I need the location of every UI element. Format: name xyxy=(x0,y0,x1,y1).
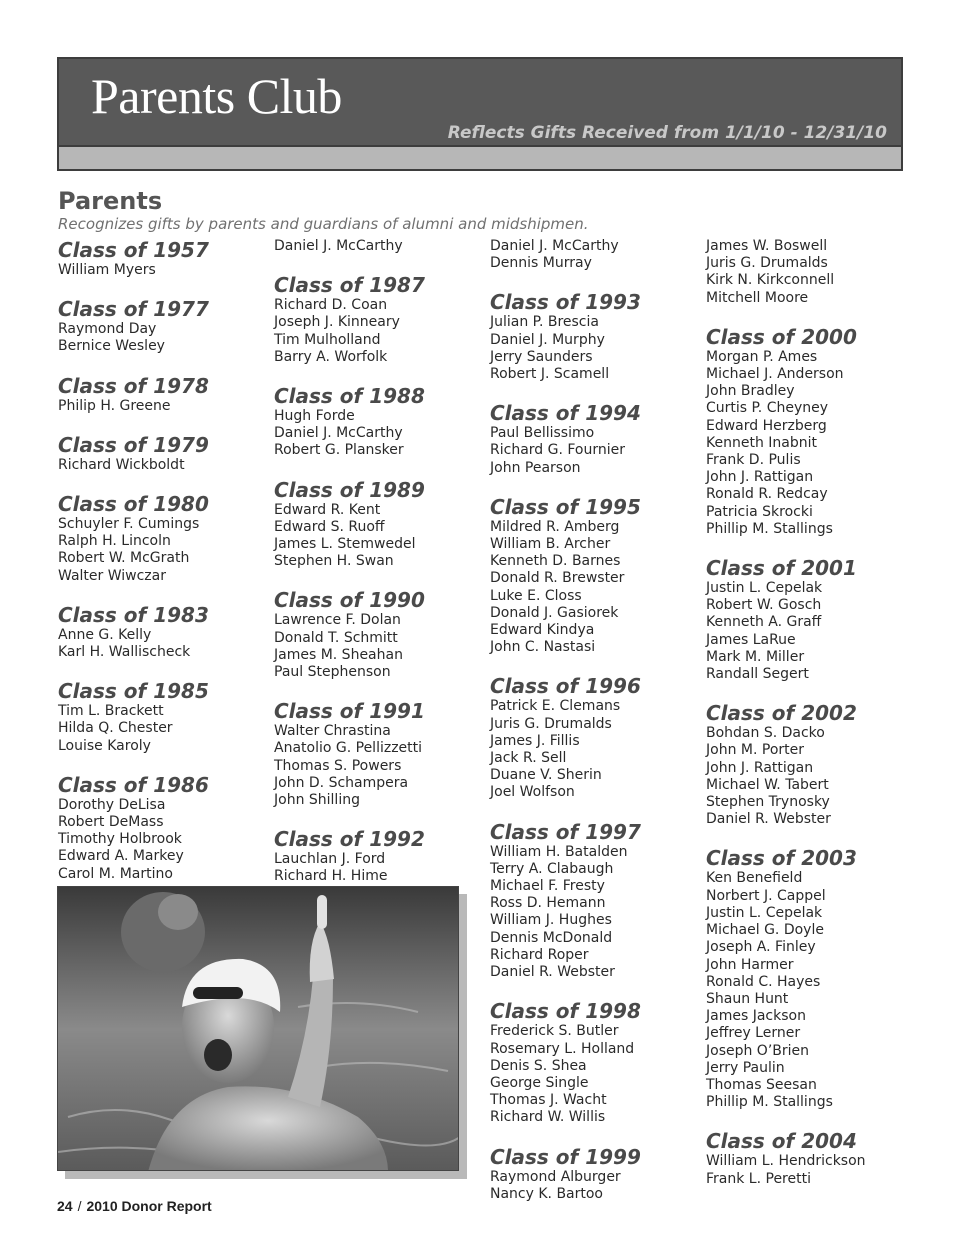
class-heading: Class of 1987 xyxy=(274,273,425,298)
donor-name: Ken Benefield xyxy=(706,870,803,887)
class-group xyxy=(58,433,268,474)
class-heading: Class of 1985 xyxy=(58,679,209,704)
donor-name: Donald J. Gasiorek xyxy=(490,604,619,621)
donor-name: Daniel R. Webster xyxy=(706,811,831,828)
donor-name: Michael F. Fresty xyxy=(490,878,605,895)
class-heading: Class of 1991 xyxy=(274,699,425,724)
donor-name: Juris G. Drumalds xyxy=(490,715,612,732)
donor-name: Ralph H. Lincoln xyxy=(58,533,171,550)
class-group xyxy=(490,820,700,982)
donor-name: Joseph O’Brien xyxy=(706,1042,810,1059)
page-title: Parents Club xyxy=(91,68,342,124)
donor-name: Lauchlan J. Ford xyxy=(274,851,386,868)
donor-name: Patricia Skrocki xyxy=(706,503,813,520)
class-heading: Class of 2001 xyxy=(706,556,857,581)
donor-name: Rosemary L. Holland xyxy=(490,1040,635,1057)
donor-name-list xyxy=(706,349,916,538)
class-group xyxy=(490,674,700,801)
donor-name: Mitchell Moore xyxy=(706,289,809,306)
donor-name: Juris G. Drumalds xyxy=(706,255,828,272)
donor-name: Edward Kindya xyxy=(490,622,595,639)
donor-name: James L. Stemwedel xyxy=(274,536,416,553)
donor-name: Robert J. Scamell xyxy=(490,366,610,383)
donor-name: John D. Schampera xyxy=(274,774,409,791)
class-group xyxy=(274,384,484,460)
section-description: Recognizes gifts by parents and guardians of alumni and midshipmen. xyxy=(58,215,589,233)
donor-name-list xyxy=(706,870,916,1111)
donor-name: Julian P. Brescia xyxy=(490,314,599,331)
donor-name-list xyxy=(490,425,700,477)
donor-name: Robert W. McGrath xyxy=(58,550,190,567)
donor-name: John Bradley xyxy=(706,383,795,400)
donor-name: Mark M. Miller xyxy=(706,648,805,665)
donor-name: Duane V. Sherin xyxy=(490,767,602,784)
donor-name: Luke E. Closs xyxy=(490,587,582,604)
donor-name: Jeffrey Lerner xyxy=(706,1025,801,1042)
donor-name: John J. Rattigan xyxy=(706,469,814,486)
donor-name-list xyxy=(490,1169,700,1203)
report-title: 2010 Donor Report xyxy=(86,1198,212,1214)
donor-name: Joel Wolfson xyxy=(490,784,575,801)
donor-name: Patrick E. Clemans xyxy=(490,698,621,715)
donor-name: Barry A. Worfolk xyxy=(274,348,388,365)
donor-name: Kenneth A. Graff xyxy=(706,614,822,631)
donor-name-list xyxy=(274,297,484,366)
donor-name: Stephen Trynosky xyxy=(706,794,830,811)
donor-name: Frank D. Pulis xyxy=(706,452,801,469)
donor-name: Tim L. Brackett xyxy=(58,703,164,720)
donor-name: Anatolio G. Pellizzetti xyxy=(274,740,423,757)
donor-name: George Single xyxy=(490,1074,589,1091)
class-group xyxy=(58,603,268,661)
donor-name: Carol M. Martino xyxy=(58,865,173,882)
donor-name: Morgan P. Ames xyxy=(706,348,818,365)
donor-name: Ross D. Hemann xyxy=(490,895,606,912)
donor-name: Frank L. Peretti xyxy=(706,1170,811,1187)
donor-name: Ronald R. Redcay xyxy=(706,486,828,503)
donor-name: Bernice Wesley xyxy=(58,338,165,355)
donor-name: Thomas Seesan xyxy=(706,1076,817,1093)
class-group xyxy=(706,556,916,683)
donor-name: Dennis Murray xyxy=(490,255,592,272)
donor-name-list xyxy=(706,1153,916,1187)
class-group xyxy=(58,773,268,883)
donor-column-2 xyxy=(274,238,484,904)
donor-name: Robert G. Plansker xyxy=(274,442,404,459)
donor-name: Richard W. Willis xyxy=(490,1109,606,1126)
class-heading: Class of 1995 xyxy=(490,494,641,519)
class-heading: Class of 1998 xyxy=(490,999,641,1024)
donor-name: John C. Nastasi xyxy=(490,639,596,656)
donor-name: William B. Archer xyxy=(490,536,611,553)
class-heading: Class of 1957 xyxy=(58,238,209,262)
class-heading: Class of 1978 xyxy=(58,373,209,398)
class-group xyxy=(706,325,916,538)
donor-name-list xyxy=(274,723,484,809)
donor-name: Joseph A. Finley xyxy=(706,939,816,956)
donor-name: Anne G. Kelly xyxy=(58,626,152,643)
donor-name: Raymond Day xyxy=(58,321,157,338)
donor-name: Donald R. Brewster xyxy=(490,570,625,587)
donor-name-list xyxy=(58,457,268,474)
donor-name-list xyxy=(490,1023,700,1126)
donor-name: James J. Fillis xyxy=(490,732,580,749)
class-group xyxy=(58,238,268,279)
donor-name: Hilda Q. Chester xyxy=(58,720,173,737)
donor-name: Bohdan S. Dacko xyxy=(706,725,825,742)
donor-name: Kirk N. Kirkconnell xyxy=(706,272,835,289)
class-group xyxy=(490,238,700,272)
donor-name: Daniel J. Murphy xyxy=(490,331,605,348)
donor-name: Edward R. Kent xyxy=(274,501,381,518)
donor-name: Daniel R. Webster xyxy=(490,964,615,981)
class-group xyxy=(58,297,268,355)
donor-name: Raymond Alburger xyxy=(490,1168,621,1185)
class-heading: Class of 2003 xyxy=(706,846,857,871)
donor-name-list xyxy=(706,238,916,307)
donor-name: William H. Batalden xyxy=(490,843,628,860)
class-group xyxy=(274,273,484,366)
donor-name: Paul Stephenson xyxy=(274,664,391,681)
donor-name: John M. Porter xyxy=(706,742,804,759)
class-group xyxy=(706,846,916,1111)
donor-name: Terry A. Clabaugh xyxy=(490,860,614,877)
donor-name: Jack R. Sell xyxy=(490,750,567,767)
donor-name: Schuyler F. Cumings xyxy=(58,516,200,533)
class-group xyxy=(490,999,700,1126)
donor-name-list xyxy=(490,519,700,657)
class-heading: Class of 2000 xyxy=(706,324,857,349)
donor-name: Daniel J. McCarthy xyxy=(490,238,619,254)
class-heading: Class of 1989 xyxy=(274,477,425,502)
donor-name: Dennis McDonald xyxy=(490,929,613,946)
donor-name: Phillip M. Stallings xyxy=(706,520,833,537)
donor-name: Tim Mulholland xyxy=(274,331,381,348)
donor-name: Edward A. Markey xyxy=(58,848,184,865)
donor-name: Kenneth D. Barnes xyxy=(490,553,621,570)
class-group xyxy=(490,495,700,657)
donor-name: Richard Wickboldt xyxy=(58,456,185,473)
donor-name-list xyxy=(58,703,268,755)
donor-name: Justin L. Cepelak xyxy=(706,580,823,597)
class-group xyxy=(274,238,484,255)
donor-name-list xyxy=(58,321,268,355)
donor-name: Michael J. Anderson xyxy=(706,366,844,383)
class-heading: Class of 1992 xyxy=(274,827,425,852)
donor-name: Shaun Hunt xyxy=(706,990,789,1007)
donor-name: Robert DeMass xyxy=(58,814,164,831)
donor-name: James M. Sheahan xyxy=(274,646,403,663)
donor-name-list xyxy=(58,627,268,661)
class-heading: Class of 1980 xyxy=(58,492,209,517)
donor-name: Dorothy DeLisa xyxy=(58,796,166,813)
donor-name-list xyxy=(490,698,700,801)
donor-name: Paul Bellissimo xyxy=(490,425,595,442)
class-heading: Class of 1993 xyxy=(490,290,641,315)
donor-name: Louise Karoly xyxy=(58,737,151,754)
donor-name: Ronald C. Hayes xyxy=(706,973,821,990)
donor-name: Richard D. Coan xyxy=(274,297,388,314)
donor-name: Phillip M. Stallings xyxy=(706,1094,833,1111)
donor-name: Joseph J. Kinneary xyxy=(274,314,400,331)
class-group xyxy=(490,290,700,383)
donor-name: Mildred R. Amberg xyxy=(490,518,620,535)
donor-name: Jerry Saunders xyxy=(490,348,593,365)
header-banner xyxy=(57,57,903,171)
footer-separator: / xyxy=(77,1198,82,1214)
donor-name: Thomas J. Wacht xyxy=(490,1092,607,1109)
donor-name: Denis S. Shea xyxy=(490,1057,587,1074)
class-group xyxy=(706,1129,916,1187)
donor-name: James LaRue xyxy=(706,631,796,648)
class-group xyxy=(58,679,268,755)
donor-name-list xyxy=(274,238,484,255)
donor-name: Edward Herzberg xyxy=(706,417,827,434)
class-heading: Class of 1986 xyxy=(58,772,209,797)
class-group xyxy=(706,238,916,307)
donor-name: Daniel J. McCarthy xyxy=(274,425,403,442)
class-group xyxy=(274,699,484,809)
donor-name-list xyxy=(490,844,700,982)
class-heading: Class of 1983 xyxy=(58,602,209,627)
donor-name: William J. Hughes xyxy=(490,912,612,929)
donor-name: Richard Roper xyxy=(490,946,589,963)
class-group xyxy=(490,1145,700,1203)
donor-column-3 xyxy=(490,238,700,1221)
donor-name: John Pearson xyxy=(490,459,581,476)
donor-name: Nancy K. Bartoo xyxy=(490,1185,603,1202)
donor-name: Donald T. Schmitt xyxy=(274,629,398,646)
donor-name-list xyxy=(58,797,268,883)
donor-name: Frederick S. Butler xyxy=(490,1023,619,1040)
class-heading: Class of 1994 xyxy=(490,401,641,426)
donor-name: Justin L. Cepelak xyxy=(706,904,823,921)
section-title: Parents xyxy=(58,187,163,215)
class-group xyxy=(58,374,268,415)
donor-name: James W. Boswell xyxy=(706,238,828,254)
class-group xyxy=(490,401,700,477)
donor-name: James Jackson xyxy=(706,1008,806,1025)
class-group xyxy=(274,478,484,571)
donor-name: Stephen H. Swan xyxy=(274,553,394,570)
class-heading: Class of 1988 xyxy=(274,384,425,409)
donor-column-1 xyxy=(58,238,268,901)
class-heading: Class of 1997 xyxy=(490,819,641,844)
donor-name: Jerry Paulin xyxy=(706,1059,785,1076)
donor-name: Thomas S. Powers xyxy=(274,757,402,774)
donor-name: Edward S. Ruoff xyxy=(274,518,385,535)
class-group xyxy=(706,701,916,828)
donor-name-list xyxy=(274,851,484,885)
donor-name-list xyxy=(58,262,268,279)
donor-name: Karl H. Wallischeck xyxy=(58,644,191,661)
page-footer xyxy=(57,1198,212,1214)
donor-name-list xyxy=(706,580,916,683)
donor-name: William L. Hendrickson xyxy=(706,1153,866,1170)
banner-bottom-bar xyxy=(59,145,901,169)
banner-subtitle: Reflects Gifts Received from 1/1/10 - 12/31/10 xyxy=(447,123,887,143)
class-group xyxy=(274,827,484,885)
class-heading: Class of 1996 xyxy=(490,674,641,699)
donor-name-list xyxy=(58,516,268,585)
class-heading: Class of 1977 xyxy=(58,297,209,322)
class-heading: Class of 1999 xyxy=(490,1144,641,1169)
class-heading: Class of 2002 xyxy=(706,701,857,726)
donor-name: Walter Chrastina xyxy=(274,723,391,740)
donor-name: Robert W. Gosch xyxy=(706,597,822,614)
class-heading: Class of 1990 xyxy=(274,588,425,613)
donor-name-list xyxy=(490,314,700,383)
donor-name: Lawrence F. Dolan xyxy=(274,612,401,629)
donor-name-list xyxy=(274,612,484,681)
donor-name: Philip H. Greene xyxy=(58,397,171,414)
donor-name: Michael W. Tabert xyxy=(706,776,829,793)
donor-name-list xyxy=(274,408,484,460)
donor-name: John Shilling xyxy=(274,792,360,809)
swimmer-photo xyxy=(57,886,459,1171)
page-number: 24 xyxy=(57,1198,73,1214)
donor-name: Curtis P. Cheyney xyxy=(706,400,829,417)
donor-name: Hugh Forde xyxy=(274,408,355,425)
class-heading: Class of 2004 xyxy=(706,1129,857,1154)
donor-name: Randall Segert xyxy=(706,666,809,683)
donor-name: William Myers xyxy=(58,262,156,278)
class-group xyxy=(58,492,268,585)
class-group xyxy=(274,588,484,681)
donor-column-4 xyxy=(706,238,916,1206)
donor-name: Daniel J. McCarthy xyxy=(274,238,403,254)
donor-name-list xyxy=(58,398,268,415)
donor-name: John J. Rattigan xyxy=(706,759,814,776)
donor-name-list xyxy=(274,502,484,571)
donor-name: Walter Wiwczar xyxy=(58,567,166,584)
donor-name: John Harmer xyxy=(706,956,794,973)
donor-name-list xyxy=(706,725,916,828)
donor-name-list xyxy=(490,238,700,272)
donor-name: Timothy Holbrook xyxy=(58,831,182,848)
donor-name: Richard G. Fournier xyxy=(490,442,625,459)
class-heading: Class of 1979 xyxy=(58,432,209,457)
donor-name: Norbert J. Cappel xyxy=(706,887,826,904)
donor-name: Richard H. Hime xyxy=(274,868,388,885)
donor-name: Kenneth Inabnit xyxy=(706,434,817,451)
donor-name: Michael G. Doyle xyxy=(706,922,824,939)
